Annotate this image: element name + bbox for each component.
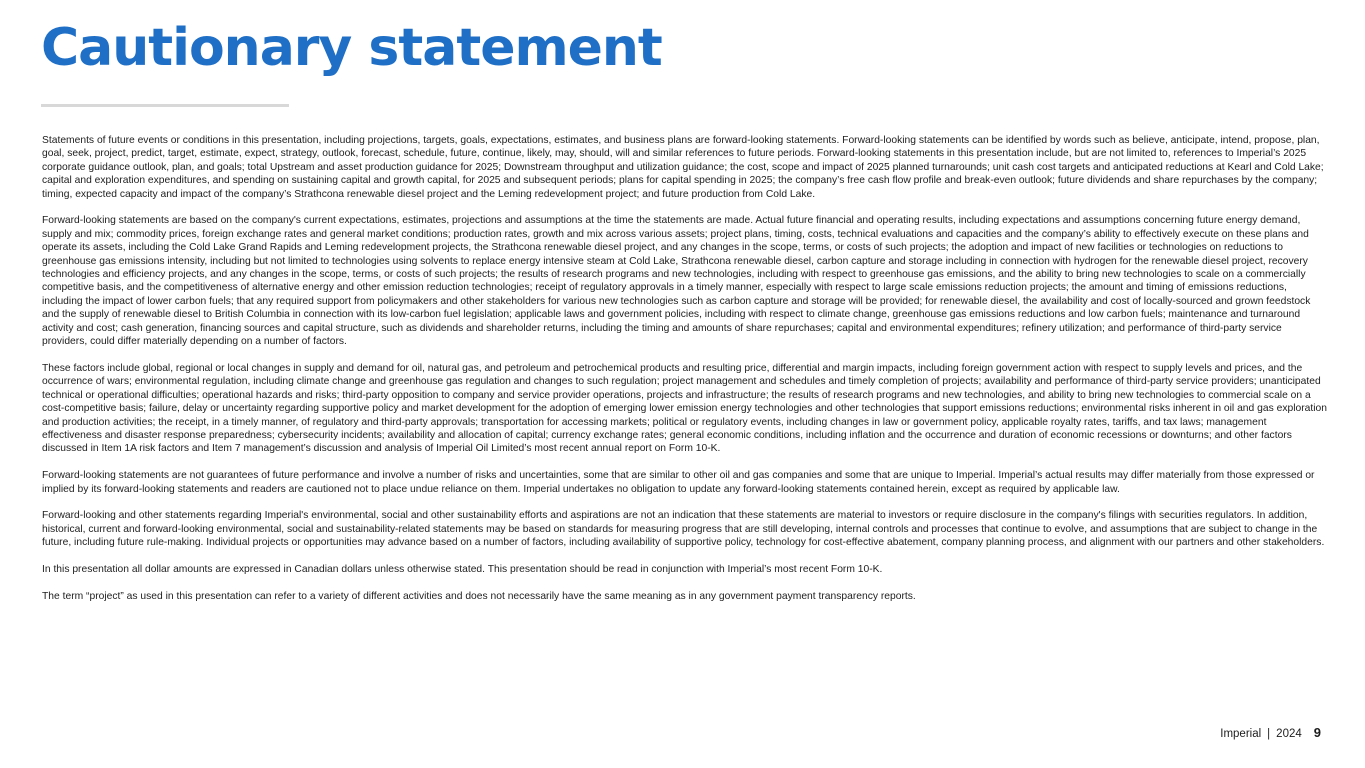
paragraph-assumptions: Forward-looking statements are based on the company's current expectations, estimates, projections and assumptions at the time the statements are made. Actual future financial and operating results, including expectations and assumptions concerning future energy demand, supply and mix; commodity prices, foreign exchange rates and general market conditions; production rates, growth and mix across various assets; project plans, timing, costs, technical evaluations and capacities and the company’s ability to effectively execute on these plans and operate its assets, including the Cold Lake Grand Rapids and Leming redevelopment projects, the Strathcona renewable diesel project, and any changes in the scope, terms, or costs of such projects; the adoption and impact of new facilities or technologies on reductions to greenhouse gas emissions intensity, including but not limited to technologies using solvents to replace energy intensive steam at Cold Lake, Strathcona renewable diesel, carbon capture and storage including in connection with hydrogen for the renewable diesel project, recovery technologies and efficiency projects, and any changes in the scope, terms, or costs of such projects; the results of research programs and new technologies, including with respect to greenhouse gas emissions, and the ability to bring new technologies to scale on a commercially competitive basis, and the competitiveness of alternative energy and other emission reduction technologies; receipt of regulatory approvals in a timely manner, especially with respect to large scale emissions reduction projects; the amount and timing of emissions reductions, including the impact of lower carbon fuels; that any required support from policymakers and other stakeholders for various new technologies such as carbon capture and storage will be provided; for renewable diesel, the availability and cost of locally-sourced and grown feedstock and the supply of renewable diesel to British Columbia in connection with its low-carbon fuel legislation; applicable laws and government policies, including with respect to climate change, greenhouse gas emissions reductions and low carbon fuels; maintenance and turnaround activity and cost; cash generation, financing sources and capital structure, such as dividends and shareholder returns, including the timing and amounts of share repurchases; capital and environmental expenditures; refinery utilization; and performance of third-party service providers, could differ materially depending on a number of factors. [42, 215, 1311, 348]
paragraph-risk-factors: These factors include global, regional or local changes in supply and demand for oil, natural gas, and petroleum and petrochemical products and resulting price, differential and margin impacts, including foreign government action with respect to supply levels and prices, and the occurrence of wars; environmental regulation, including climate change and greenhouse gas regulation and changes to such regulation; project management and schedules and timely completion of projects; availability and performance of third-party service providers; unanticipated technical or operational difficulties; operational hazards and risks; third-party opposition to company and service provider operations, projects and infrastructure; the results of research programs and new technologies, and ability to bring new technologies to commercial scale on a cost-competitive basis; failure, delay or uncertainty regarding supportive policy and market development for the adoption of emerging lower emission energy technologies and other technologies that support emissions reductions; environmental risks inherent in oil and gas exploration and production activities; the receipt, in a timely manner, of regulatory and third-party approvals; transportation for accessing markets; political or regulatory events, including changes in law or government policy, applicable royalty rates, tariffs, and tax laws; management effectiveness and disaster response preparedness; cybersecurity incidents; availability and allocation of capital; currency exchange rates; general economic conditions, including inflation and the occurrence and duration of economic recessions or downturns; and other factors discussed in Item 1A risk factors and Item 7 management’s discussion and analysis of Imperial Oil Limited’s most recent annual report on Form 10-K. [42, 362, 1327, 455]
paragraph-sustainability: Forward-looking and other statements regarding Imperial's environmental, social and other sustainability efforts and aspirations are not an indication that these statements are material to investors or require disclosure in the company's filings with securities regulators. In addition, historical, current and forward-looking environmental, social and sustainability-related statements may be based on standards for measuring progress that are still developing, internal controls and processes that continue to evolve, and assumptions that are subject to change in the future, including future rule-making. Individual projects or opportunities may advance based on a number of factors, including availability of supportive policy, technology for cost-effective abatement, company planning process, and alignment with our partners and other stakeholders. [42, 510, 1325, 549]
paragraph-currency: In this presentation all dollar amounts are expressed in Canadian dollars unless otherwise stated. This presentation should be read in conjunction with Imperial’s most recent Form 10-K. [42, 563, 883, 575]
cautionary-body [42, 134, 1328, 617]
footer-year: 2024 [1276, 728, 1302, 740]
title-divider [41, 104, 289, 107]
footer-separator: | [1267, 728, 1271, 740]
footer [1220, 725, 1321, 740]
footer-company: Imperial [1220, 728, 1262, 740]
page-number: 9 [1313, 725, 1321, 740]
paragraph-no-guarantee: Forward-looking statements are not guarantees of future performance and involve a number of risks and uncertainties, some that are similar to other oil and gas companies and some that are unique to Imperial. Imperial’s actual results may differ materially from those expressed or implied by its forward-looking statements and readers are cautioned not to place undue reliance on them. Imperial undertakes no obligation to update any forward-looking statements contained herein, except as required by applicable law. [42, 470, 1315, 495]
paragraph-project-term: The term “project” as used in this presentation can refer to a variety of different activities and does not necessarily have the same meaning as in any government payment transparency reports. [42, 590, 916, 602]
page-title: Cautionary statement [41, 18, 662, 78]
paragraph-forward-looking-definition: Statements of future events or conditions in this presentation, including projections, targets, goals, expectations, estimates, and business plans are forward-looking statements. Forward-looking statements can be identified by words such as believe, anticipate, intend, propose, plan, goal, seek, project, predict, target, estimate, expect, strategy, outlook, forecast, schedule, future, continue, likely, may, should, will and similar references to future periods. Forward-looking statements in this presentation include, but are not limited to, references to Imperial’s 2025 corporate guidance outlook, plan, and goals; total Upstream and asset production guidance for 2025; Downstream throughput and utilization guidance; the cost, scope and impact of 2025 planned turnarounds; unit cash cost targets and anticipated reductions at Kearl and Cold Lake; capital and exploration expenditures, and spending on sustaining capital and growth capital, for 2025 and subsequent periods; plans for capital spending in 2025; the company’s free cash flow profile and break-even outlook; future dividends and share repurchases by the company; timing, expected capacity and impact of the company’s Strathcona renewable diesel project and the Leming redevelopment project; and future production from Cold Lake. [42, 135, 1324, 200]
